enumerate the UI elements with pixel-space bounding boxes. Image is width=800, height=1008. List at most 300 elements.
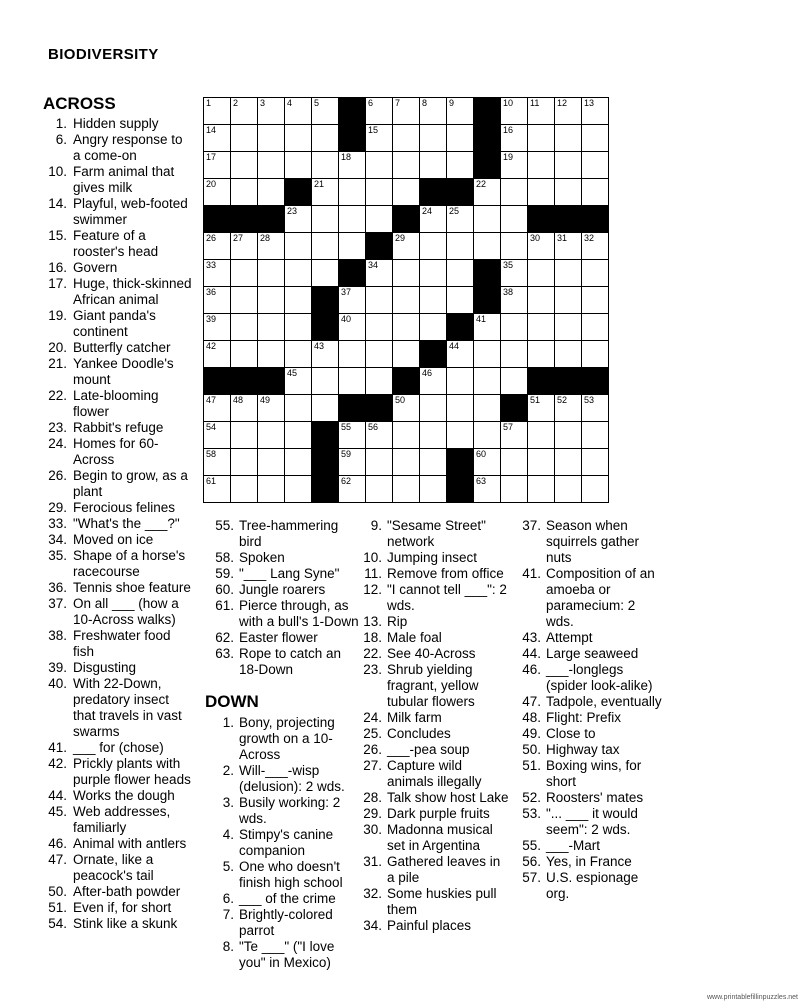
cell-number: 15 — [368, 125, 379, 135]
clue-number: 44. — [48, 788, 67, 803]
grid-cell — [285, 125, 312, 152]
down-clues-column-1 — [205, 715, 363, 971]
grid-cell — [528, 476, 555, 503]
clue-number: 7. — [222, 907, 234, 922]
clue — [205, 907, 363, 939]
grid-cell — [420, 98, 447, 125]
grid-cell — [528, 287, 555, 314]
grid-cell — [339, 476, 366, 503]
grid-cell — [528, 422, 555, 449]
grid-cell — [555, 287, 582, 314]
grid-cell-black — [312, 422, 339, 449]
cell-number: 18 — [341, 152, 352, 162]
clue-number: 61. — [215, 598, 234, 613]
cell-number: 60 — [476, 449, 487, 459]
grid-cell — [474, 179, 501, 206]
grid-cell — [393, 422, 420, 449]
clue — [352, 582, 509, 614]
grid-cell-black — [528, 206, 555, 233]
grid-cell — [474, 395, 501, 422]
grid-cell — [366, 260, 393, 287]
grid-cell — [204, 395, 231, 422]
grid-cell — [447, 125, 474, 152]
grid-cell — [366, 206, 393, 233]
grid-cell — [339, 449, 366, 476]
grid-cell — [420, 476, 447, 503]
clue-text: Attempt — [546, 630, 593, 645]
grid-cell — [258, 422, 285, 449]
clue-text: Tadpole, eventually — [546, 694, 662, 709]
clue — [205, 795, 363, 827]
grid-cell — [231, 152, 258, 179]
clue — [43, 228, 193, 260]
grid-cell — [447, 206, 474, 233]
grid-cell — [258, 395, 285, 422]
grid-cell — [501, 233, 528, 260]
grid-cell — [258, 152, 285, 179]
grid-cell — [285, 287, 312, 314]
cell-number: 28 — [260, 233, 271, 243]
clue-text: Pierce through, as with a bull's 1-Down — [239, 598, 359, 629]
clue-number: 62. — [215, 630, 234, 645]
grid-cell — [420, 152, 447, 179]
watermark: www.printablefillinpuzzles.net — [706, 994, 798, 1001]
clue — [43, 660, 193, 676]
clue-text: Stimpy's canine companion — [239, 827, 334, 858]
grid-cell — [501, 98, 528, 125]
clue — [43, 852, 193, 884]
grid-cell — [285, 260, 312, 287]
grid-cell — [582, 422, 609, 449]
clue — [511, 694, 664, 710]
cell-number: 19 — [503, 152, 514, 162]
clue — [511, 566, 664, 630]
clue — [205, 518, 363, 550]
clue-number: 8. — [222, 939, 234, 954]
grid-cell — [285, 341, 312, 368]
clue-text: Hidden supply — [73, 116, 159, 131]
cell-number: 6 — [368, 98, 374, 108]
grid-cell — [447, 287, 474, 314]
clue-number: 26. — [48, 468, 67, 483]
grid-cell-black — [420, 341, 447, 368]
grid-cell — [420, 233, 447, 260]
clue-text: Stink like a skunk — [73, 916, 178, 931]
grid-cell — [312, 179, 339, 206]
grid-cell — [258, 125, 285, 152]
grid-cell — [231, 449, 258, 476]
grid-cell — [393, 287, 420, 314]
grid-cell — [501, 152, 528, 179]
cell-number: 21 — [314, 179, 325, 189]
puzzle-title: BIODIVERSITY — [48, 46, 159, 63]
grid-cell — [420, 314, 447, 341]
clue-number: 57. — [522, 870, 541, 885]
clue — [511, 870, 664, 902]
grid-cell — [420, 287, 447, 314]
clue-number: 34. — [363, 918, 382, 933]
clue — [511, 646, 664, 662]
clue-number: 22. — [363, 646, 382, 661]
clue-text: "What's the ___?" — [73, 516, 180, 531]
cell-number: 55 — [341, 422, 352, 432]
clue — [352, 726, 509, 742]
grid-cell-black — [231, 206, 258, 233]
clue — [43, 196, 193, 228]
cell-number: 11 — [530, 98, 540, 108]
clue-number: 53. — [522, 806, 541, 821]
grid-cell — [528, 125, 555, 152]
cell-number: 16 — [503, 125, 514, 135]
clue — [352, 822, 509, 854]
clue-number: 51. — [522, 758, 541, 773]
clue-text: Jumping insect — [387, 550, 478, 565]
grid-cell-black — [555, 206, 582, 233]
grid-cell — [555, 233, 582, 260]
grid-cell — [501, 476, 528, 503]
grid-cell — [582, 341, 609, 368]
clue-text: Freshwater food fish — [73, 628, 171, 659]
clue-text: Rope to catch an 18-Down — [239, 646, 342, 677]
grid-cell-black — [447, 449, 474, 476]
grid-cell — [528, 341, 555, 368]
clue-number: 29. — [363, 806, 382, 821]
cell-number: 27 — [233, 233, 244, 243]
grid-cell — [204, 260, 231, 287]
grid-cell-black — [312, 449, 339, 476]
grid-cell — [555, 152, 582, 179]
grid-cell — [258, 233, 285, 260]
clue-text: Yankee Doodle's mount — [73, 356, 174, 387]
clue-number: 12. — [363, 582, 382, 597]
clue-text: Season when squirrels gather nuts — [546, 518, 640, 565]
grid-cell — [312, 98, 339, 125]
across-clues-continued — [205, 518, 363, 678]
clue — [352, 886, 509, 918]
grid-cell — [204, 341, 231, 368]
clue-text: Male foal — [387, 630, 442, 645]
clue — [43, 596, 193, 628]
grid-cell — [312, 341, 339, 368]
cell-number: 57 — [503, 422, 514, 432]
cell-number: 43 — [314, 341, 325, 351]
clue — [352, 550, 509, 566]
grid-cell-black — [231, 368, 258, 395]
grid-cell — [366, 314, 393, 341]
clue-number: 38. — [48, 628, 67, 643]
grid-cell — [339, 233, 366, 260]
grid-cell — [582, 395, 609, 422]
clue-text: ___ of the crime — [239, 891, 336, 906]
clue — [205, 598, 363, 630]
clue — [352, 614, 509, 630]
grid-cell — [582, 233, 609, 260]
clue — [205, 859, 363, 891]
clue-number: 32. — [363, 886, 382, 901]
grid-cell — [474, 449, 501, 476]
clue — [205, 715, 363, 763]
grid-cell — [366, 368, 393, 395]
grid-cell-black — [339, 125, 366, 152]
cell-number: 53 — [584, 395, 595, 405]
grid-cell-black — [447, 314, 474, 341]
clue — [43, 468, 193, 500]
cell-number: 14 — [206, 125, 217, 135]
cell-number: 24 — [422, 206, 433, 216]
grid-cell-black — [555, 368, 582, 395]
clue — [43, 532, 193, 548]
clue — [205, 827, 363, 859]
cell-number: 56 — [368, 422, 379, 432]
grid-cell — [447, 395, 474, 422]
clue-number: 23. — [48, 420, 67, 435]
clue-number: 30. — [363, 822, 382, 837]
grid-cell — [366, 179, 393, 206]
grid-cell-black — [528, 368, 555, 395]
clue-number: 19. — [48, 308, 67, 323]
grid-cell — [393, 260, 420, 287]
clue-text: ___-longlegs (spider look-alike) — [546, 662, 653, 693]
clue-number: 58. — [215, 550, 234, 565]
grid-cell — [501, 260, 528, 287]
clue-number: 20. — [48, 340, 67, 355]
grid-cell — [204, 314, 231, 341]
grid-cell — [582, 179, 609, 206]
clue-text: Jungle roarers — [239, 582, 326, 597]
clue-text: Capture wild animals illegally — [387, 758, 482, 789]
grid-cell — [393, 449, 420, 476]
clue — [511, 806, 664, 838]
clue-number: 11. — [364, 566, 382, 581]
clue-text: Milk farm — [387, 710, 442, 725]
clue — [205, 939, 363, 971]
clue-number: 27. — [363, 758, 382, 773]
cell-number: 61 — [206, 476, 217, 486]
clue-text: Animal with antlers — [73, 836, 187, 851]
clue-text: Composition of an amoeba or paramecium: 2 wds. — [546, 566, 655, 629]
clue-number: 54. — [48, 916, 67, 931]
clue — [43, 548, 193, 580]
grid-cell — [393, 125, 420, 152]
cell-number: 1 — [206, 98, 212, 108]
grid-cell — [258, 98, 285, 125]
clue — [43, 836, 193, 852]
grid-cell — [528, 260, 555, 287]
grid-cell — [366, 98, 393, 125]
grid-cell — [555, 314, 582, 341]
cell-number: 37 — [341, 287, 352, 297]
clue-number: 13. — [363, 614, 382, 629]
clue — [205, 550, 363, 566]
clue-text: Feature of a rooster's head — [73, 228, 159, 259]
grid-cell — [339, 179, 366, 206]
clue-number: 35. — [48, 548, 67, 563]
clue — [43, 580, 193, 596]
clue-number: 28. — [363, 790, 382, 805]
clue — [43, 900, 193, 916]
clue-text: "I cannot tell ___": 2 wds. — [387, 582, 507, 613]
grid-cell-black — [474, 152, 501, 179]
grid-cell — [285, 476, 312, 503]
clue-number: 60. — [215, 582, 234, 597]
clue — [43, 884, 193, 900]
grid-cell — [447, 341, 474, 368]
grid-cell — [393, 395, 420, 422]
grid-cell — [285, 206, 312, 233]
clue — [43, 740, 193, 756]
grid-cell — [258, 314, 285, 341]
clue-number: 1. — [222, 715, 234, 730]
clue-number: 23. — [363, 662, 382, 677]
clue-number: 37. — [522, 518, 541, 533]
grid-cell — [231, 125, 258, 152]
clue-text: Farm animal that gives milk — [73, 164, 175, 195]
clue-number: 10. — [363, 550, 382, 565]
clue-number: 22. — [48, 388, 67, 403]
grid-cell — [555, 449, 582, 476]
grid-cell — [501, 341, 528, 368]
cell-number: 52 — [557, 395, 568, 405]
clue — [205, 630, 363, 646]
clue — [511, 630, 664, 646]
cell-number: 10 — [503, 98, 514, 108]
clue-text: Easter flower — [239, 630, 318, 645]
cell-number: 29 — [395, 233, 406, 243]
grid-cell-black — [339, 395, 366, 422]
clue-text: Rip — [387, 614, 408, 629]
grid-cell-black — [393, 368, 420, 395]
clue-number: 49. — [522, 726, 541, 741]
grid-cell — [501, 287, 528, 314]
clue-text: Madonna musical set in Argentina — [387, 822, 493, 853]
clue-number: 47. — [522, 694, 541, 709]
cell-number: 3 — [260, 98, 266, 108]
clue-number: 41. — [522, 566, 541, 581]
grid-cell-black — [285, 179, 312, 206]
grid-cell — [501, 422, 528, 449]
cell-number: 7 — [395, 98, 401, 108]
grid-cell — [339, 314, 366, 341]
grid-cell — [474, 476, 501, 503]
grid-cell — [204, 125, 231, 152]
grid-cell — [312, 152, 339, 179]
grid-cell — [231, 287, 258, 314]
grid-cell — [204, 179, 231, 206]
grid-cell — [285, 368, 312, 395]
grid-cell-black — [420, 179, 447, 206]
grid-cell — [555, 422, 582, 449]
clue-number: 9. — [370, 518, 382, 533]
clue-text: Web addresses, familiarly — [73, 804, 171, 835]
clue-number: 55. — [522, 838, 541, 853]
clue-text: Close to — [546, 726, 596, 741]
grid-cell — [420, 449, 447, 476]
grid-cell — [231, 422, 258, 449]
grid-cell — [231, 179, 258, 206]
clue — [43, 132, 193, 164]
grid-cell-black — [474, 125, 501, 152]
grid-cell — [501, 314, 528, 341]
grid-cell — [258, 287, 285, 314]
clue-text: Shape of a horse's racecourse — [73, 548, 186, 579]
grid-cell — [447, 422, 474, 449]
clue — [43, 500, 193, 516]
grid-cell — [339, 152, 366, 179]
cell-number: 45 — [287, 368, 298, 378]
cell-number: 47 — [206, 395, 217, 405]
clue-number: 14. — [48, 196, 67, 211]
clue — [352, 742, 509, 758]
cell-number: 59 — [341, 449, 352, 459]
cell-number: 51 — [530, 395, 541, 405]
clue-number: 52. — [522, 790, 541, 805]
clue-text: Huge, thick-skinned African animal — [73, 276, 192, 307]
grid-cell — [285, 98, 312, 125]
clue — [352, 662, 509, 710]
clue — [43, 388, 193, 420]
clue — [43, 628, 193, 660]
cell-number: 20 — [206, 179, 217, 189]
clue — [43, 340, 193, 356]
grid-cell — [582, 260, 609, 287]
grid-cell — [555, 341, 582, 368]
clue-text: Giant panda's continent — [73, 308, 156, 339]
clue-number: 31. — [363, 854, 382, 869]
clue-number: 46. — [48, 836, 67, 851]
grid-cell-black — [312, 287, 339, 314]
grid-cell — [231, 476, 258, 503]
clue-text: Late-blooming flower — [73, 388, 159, 419]
clue-text: "... ___ it would seem": 2 wds. — [546, 806, 638, 837]
clue-text: Prickly plants with purple flower heads — [73, 756, 191, 787]
clue-text: ___-pea soup — [387, 742, 470, 757]
grid-cell — [447, 260, 474, 287]
clue-text: Angry response to a come-on — [73, 132, 183, 163]
cell-number: 12 — [557, 98, 568, 108]
clue-number: 43. — [522, 630, 541, 645]
clue-number: 33. — [48, 516, 67, 531]
cell-number: 54 — [206, 422, 217, 432]
cell-number: 42 — [206, 341, 217, 351]
clue-text: Spoken — [239, 550, 285, 565]
clue-number: 10. — [48, 164, 67, 179]
clue-text: Ornate, like a peacock's tail — [73, 852, 154, 883]
grid-cell — [582, 152, 609, 179]
grid-cell — [528, 179, 555, 206]
grid-cell — [582, 125, 609, 152]
clue-text: Talk show host Lake — [387, 790, 509, 805]
grid-cell — [393, 314, 420, 341]
clue — [43, 164, 193, 196]
clue-text: Highway tax — [546, 742, 620, 757]
grid-cell — [258, 476, 285, 503]
clue-text: Brightly-colored parrot — [239, 907, 333, 938]
grid-cell-black — [447, 476, 474, 503]
grid-cell — [204, 152, 231, 179]
grid-cell — [555, 125, 582, 152]
grid-cell — [420, 260, 447, 287]
grid-cell — [231, 341, 258, 368]
cell-number: 41 — [476, 314, 487, 324]
grid-cell-black — [204, 206, 231, 233]
clue-number: 46. — [522, 662, 541, 677]
grid-cell — [474, 233, 501, 260]
grid-cell — [474, 314, 501, 341]
grid-cell — [420, 125, 447, 152]
clue-number: 56. — [522, 854, 541, 869]
cell-number: 62 — [341, 476, 352, 486]
grid-cell — [366, 476, 393, 503]
